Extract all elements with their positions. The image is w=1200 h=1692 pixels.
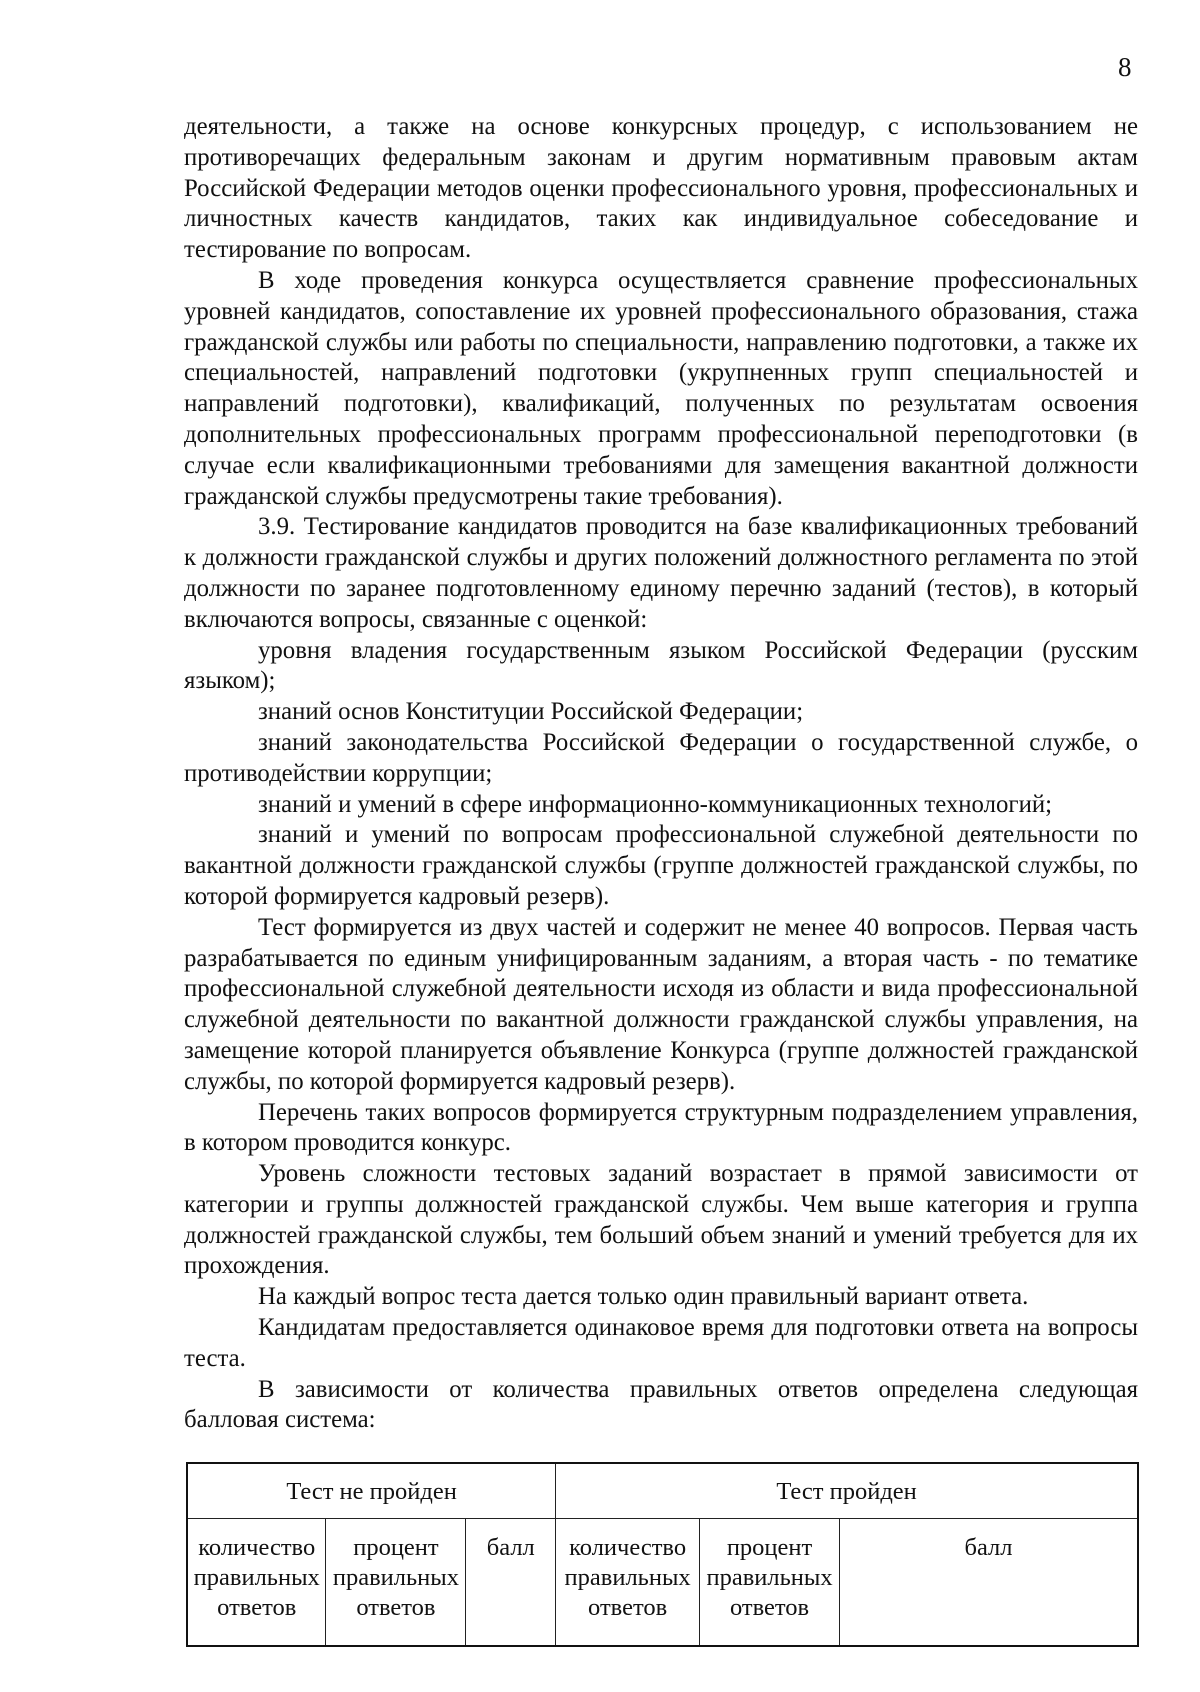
document-body [184, 112, 1138, 1436]
paragraph-competition-comparison: В ходе проведения конкурса осуществляется сравнение профессиональных уровней кандидатов, сопоставление их уровней профессионального образования, стажа гражданской службы или работы по специальности, направлению подготовки, а также их специальностей, направлений подготовки (укрупненных групп специальностей и направлений подготовки), квалификаций, полученных по результатам освоения дополнительных профессиональных программ профессиональной переподготовки (в случае если квалификационными требованиями для замещения вакантной должности гражданской службы предусмотрены такие требования). [184, 266, 1138, 510]
col-failed-count: количество правильных ответов [187, 1519, 326, 1647]
paragraph-single-answer: На каждый вопрос теста дается только один правильный вариант ответа. [258, 1283, 1029, 1311]
col-passed-percent: процент правильных ответов [700, 1519, 840, 1647]
list-item-professional: знаний и умений по вопросам профессиональной служебной деятельности по вакантной должности гражданской службы (группе должностей гражданской службы, по которой формируется кадровый резерв). [184, 821, 1138, 910]
header-test-passed: Тест пройден [556, 1463, 1138, 1519]
paragraph-test-structure: Тест формируется из двух частей и содержит не менее 40 вопросов. Первая часть разрабатывается по единым унифицированным заданиям, а вторая часть - по тематике профессиональной служебной деятельности исходя из области и вида профессиональной служебной деятельности по вакантной должности гражданской службы управления, на замещение которой планируется объявление Конкурса (группе должностей гражданской службы, по которой формируется кадровый резерв). [184, 913, 1138, 1095]
paragraph-question-list: Перечень таких вопросов формируется структурным подразделением управления, в котором проводится конкурс. [184, 1098, 1138, 1157]
list-item-constitution: знаний основ Конституции Российской Федерации; [258, 698, 804, 726]
paragraph-continuation: деятельности, а также на основе конкурсных процедур, с использованием не противоречащих федеральным законам и другим нормативным правовым актам Российской Федерации методов оценки профессионального уровня, профессиональных и личностных качеств кандидатов, таких как индивидуальное собеседование и тестирование по вопросам. [184, 113, 1138, 264]
paragraph-score-system: В зависимости от количества правильных ответов определена следующая балловая система: [184, 1375, 1138, 1434]
col-passed-count: количество правильных ответов [556, 1519, 700, 1647]
list-item-ict: знаний и умений в сфере информационно-коммуникационных технологий; [258, 790, 1052, 818]
paragraph-equal-time: Кандидатам предоставляется одинаковое время для подготовки ответа на вопросы теста. [184, 1314, 1138, 1372]
paragraph-difficulty: Уровень сложности тестовых заданий возрастает в прямой зависимости от категории и группы должностей гражданской службы. Чем выше категория и группа должностей гражданской службы, тем больший объем знаний и умений требуется для их прохождения. [184, 1160, 1138, 1280]
list-item-legislation: знаний законодательства Российской Федерации о государственной службе, о противодействии коррупции; [184, 728, 1138, 787]
header-test-failed: Тест не пройден [187, 1463, 556, 1519]
col-failed-score: балл [466, 1519, 556, 1647]
score-table-subheader-row [187, 1519, 1138, 1647]
list-item-language: уровня владения государственным языком Российской Федерации (русским языком); [184, 636, 1138, 695]
page-number: 8 [1118, 52, 1132, 82]
score-table-header-row [187, 1463, 1138, 1519]
paragraph-testing-basis: 3.9. Тестирование кандидатов проводится на базе квалификационных требований к должности гражданской службы и других положений должностного регламента по этой должности по заранее подготовленному единому перечню заданий (тестов), в который включаются вопросы, связанные с оценкой: [184, 513, 1138, 633]
col-failed-percent: процент правильных ответов [326, 1519, 466, 1647]
col-passed-score: балл [840, 1519, 1139, 1647]
score-table [186, 1462, 1139, 1647]
